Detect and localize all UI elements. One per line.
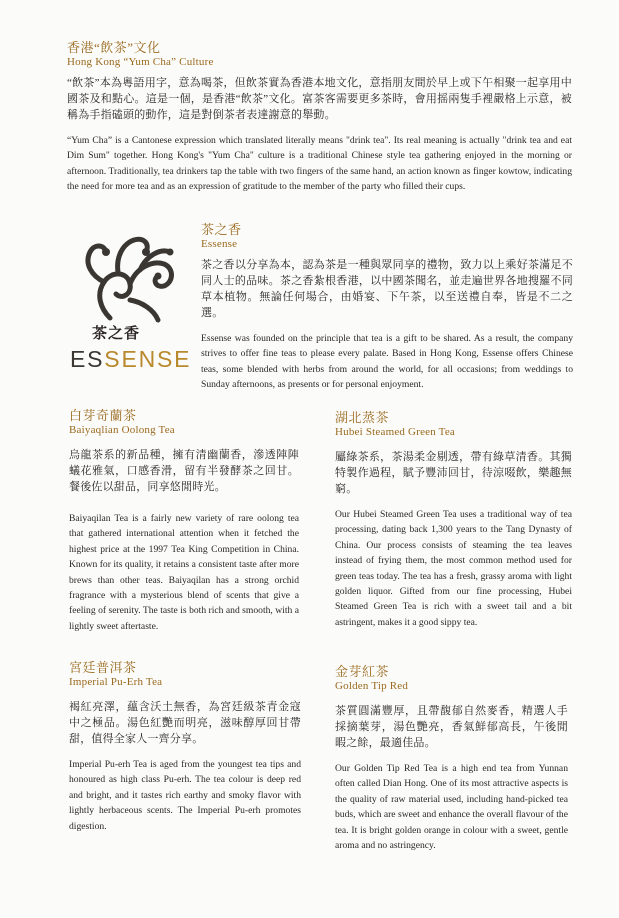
yum-cha-body-en: “Yum Cha” is a Cantonese expression which translated literally means "drink tea". Its real meaning is actually "drink tea and eat Dim Sum" together. Hong Kong's "Yum Cha" culture is a traditional Chinese style tea gathering enjoyed in the morning or afternoon. Traditionally, tea drinkers tap the table with two fingers of the same hand, an action known as finger kowtow, indicating the need for more tea and as an expression of gratitude to the member of the party who filled their cups. xyxy=(67,135,572,193)
essense-title-cn: 茶之香 xyxy=(201,222,242,237)
yum-cha-culture-section xyxy=(67,40,572,195)
tea-body-cn: 屬綠茶系，茶湯柔金剔透，帶有綠草清香。其獨特製作過程，賦予豐沛回甘，待涼啜飲，樂趣無窮。 xyxy=(335,451,572,495)
tea-card-imperial-pu-erh xyxy=(69,660,301,834)
essense-logo xyxy=(70,230,192,380)
tea-body-en: Our Hubei Steamed Green Tea uses a traditional way of tea processing, dating back 1,300 years to the Tang Dynasty of China. Our process consists of steaming the tea leaves instead of frying them, the most common method used for green teas today. The tea has a fresh, grassy aroma with light golden liquor. Gifted from our fine processing, Hubei Steamed Green Tea is rich with a sweet tail and a bit astringent, makes it a good sippy tea. xyxy=(335,509,572,628)
tea-body-en: Our Golden Tip Red Tea is a high end tea from Yunnan often called Dian Hong. One of its most attractive aspects is the quality of raw material used, including hand-picked tea buds, which are sweet and enhance the overall flavour of the tea. It is bright golden orange in colour with a sweet, gentle aroma and no astringency. xyxy=(335,763,568,852)
tea-card-golden-tip-red xyxy=(335,664,568,853)
yum-cha-title-en: Hong Kong “Yum Cha” Culture xyxy=(67,56,214,68)
yum-cha-title-cn: 香港“飲茶”文化 xyxy=(67,40,161,55)
tea-card-hubei xyxy=(335,410,572,630)
logo-wordmark-es: ES xyxy=(70,346,105,372)
yum-cha-body-cn: “飲茶”本為粵語用字，意為喝茶，但飲茶實為香港本地文化，意指朋友間於早上或下午相聚一起享用中國茶及和點心。這是一個，是香港“飲茶”文化。富茶客需要更多茶時，會用摇兩隻手裡嚴格上示意，被稱為手指磕頭的動作，這是對倒茶者表達謝意的舉動。 xyxy=(67,77,572,121)
tea-title-en: Golden Tip Red xyxy=(335,680,409,692)
tea-title-cn: 金芽紅茶 xyxy=(335,664,390,679)
tea-body-en: Imperial Pu-erh Tea is aged from the youngest tea tips and honoured as high class Pu-erh. The tea colour is deep red and bright, and it tastes rich earthy and smoky flavor with lightly herbaceous scents. The Imperial Pu-erh promotes digestion. xyxy=(69,759,301,832)
tea-body-cn: 茶質圓滿豐厚，且帶馥郁自然麥香，精選人手採摘葉芽，湯色艷亮，香氣鮮郁高長，午後閒暇之餘，最適佳品。 xyxy=(335,705,568,749)
logo-wordmark-sense: SENSE xyxy=(104,346,192,372)
logo-brand-cn: 茶之香 xyxy=(92,326,141,342)
tea-title-en: Hubei Steamed Green Tea xyxy=(335,426,455,438)
dragon-emblem-icon xyxy=(70,230,188,325)
tea-body-en: Baiyaqilan Tea is a fairly new variety of rare oolong tea that gathered international attention when it fetched the highest price at the 1997 Tea King Competition in China. Known for its quality, it retains a consistent taste after more brews than other teas. Baiyaqilan has a strong orchid fragrance with a mysterious blend of scents that give a feeling of serenity. The taste is both rich and smooth, with a lightly sweet aftertaste. xyxy=(69,513,299,632)
tea-body-cn: 褐紅亮澤，蘊含沃土無香，為宮廷級茶青金寇中之極品。湯色紅艷而明亮，滋味醇厚回甘帶甜，值得全家人一齊分享。 xyxy=(69,701,301,745)
essense-section xyxy=(201,222,573,393)
essense-body-cn: 茶之香以分享為本，認為茶是一種與眾同享的禮物，致力以上乘好茶滿足不同人士的品味。茶之香紮根香港，以中國茶聞名，並走遍世界各地搜羅不同草本植物。無論任何場合，由婚宴、下午茶，以至送禮自奉，皆是不二之選。 xyxy=(201,259,573,319)
tea-card-baiyaqlian xyxy=(69,408,299,634)
tea-title-cn: 湖北蒸茶 xyxy=(335,410,390,425)
tea-title-en: Baiyaqlian Oolong Tea xyxy=(69,424,175,436)
tea-title-cn: 宮廷普洱茶 xyxy=(69,660,137,675)
essense-body-en: Essense was founded on the principle that tea is a gift to be shared. As a result, the company strives to offer fine teas to please every palate. Based in Hong Kong, Essense offers Chinese teas, some blended with herbs from around the world, for all occasions; from weddings to Sunday afternoons, as presents or for personal enjoyment. xyxy=(201,333,573,391)
tea-title-cn: 白芽奇蘭茶 xyxy=(69,408,137,423)
tea-body-cn: 烏龍茶系的新品種，擁有清幽蘭香，滲透陣陣蟻花雅氣，口感香滑，留有半發酵茶之回甘。餐後佐以甜品，同享悠閒時光。 xyxy=(69,449,299,493)
essense-title-en: Essense xyxy=(201,238,238,250)
tea-title-en: Imperial Pu-Erh Tea xyxy=(69,676,163,688)
logo-wordmark xyxy=(70,346,191,373)
